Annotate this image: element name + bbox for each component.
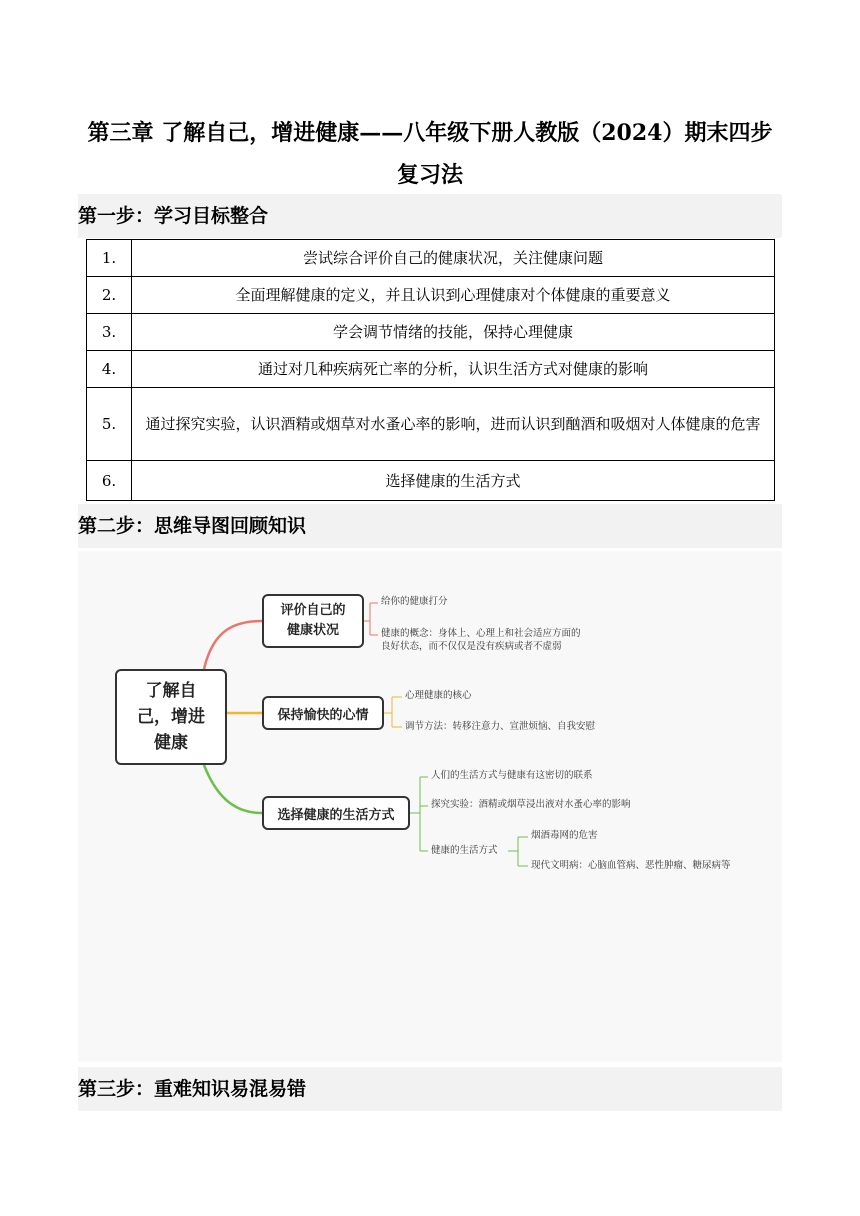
connector-subleaf	[508, 837, 528, 866]
step2-heading: 第二步：思维导图回顾知识	[78, 515, 307, 537]
step1-heading: 第一步：学习目标整合	[78, 205, 269, 227]
connector-branch1	[204, 621, 262, 669]
row-number: 1.	[87, 240, 132, 277]
table-row	[87, 240, 775, 277]
row-number: 6.	[87, 461, 132, 501]
row-text: 全面理解健康的定义，并且认识到心理健康对个体健康的重要意义	[132, 277, 775, 314]
row-text: 选择健康的生活方式	[132, 461, 775, 501]
mind-map-root: 了解自己，增进健康	[115, 669, 227, 765]
mind-map-leaf: 健康的概念：身体上、心理上和社会适应方面的	[381, 628, 581, 639]
mind-map-branch-3: 选择健康的生活方式	[262, 796, 410, 830]
table-row	[87, 314, 775, 351]
page-title: 第三章 了解自己，增进健康——八年级下册人教版（2024）期末四步复习法	[87, 120, 773, 188]
section-heading-step1	[78, 194, 782, 238]
table-row	[87, 277, 775, 314]
row-text: 通过对几种疾病死亡率的分析，认识生活方式对健康的影响	[132, 351, 775, 388]
mind-map-leaf: 探究实验：酒精或烟草浸出液对水蚤心率的影响	[431, 799, 631, 810]
mind-map-subleaf: 烟酒毒网的危害	[531, 830, 598, 841]
connector-leaf	[364, 603, 378, 635]
mind-map-leaf: 心理健康的核心	[405, 690, 472, 701]
mind-map-leaf: 良好状态，而不仅仅是没有疾病或者不虚弱	[381, 641, 562, 652]
table-row	[87, 351, 775, 388]
mind-map-leaf: 给你的健康打分	[381, 596, 448, 607]
row-text: 尝试综合评价自己的健康状况，关注健康问题	[132, 240, 775, 277]
row-number: 2.	[87, 277, 132, 314]
mind-map-subleaf: 现代文明病：心脑血管病、恶性肿瘤、糖尿病等	[531, 860, 731, 871]
row-text: 通过探究实验，认识酒精或烟草对水蚤心率的影响，进而认识到酗酒和吸烟对人体健康的危害	[132, 388, 775, 461]
mind-map-branch-1: 评价自己的健康状况	[262, 594, 364, 648]
table-row	[87, 461, 775, 501]
table-row	[87, 388, 775, 461]
connector-branch3	[204, 765, 262, 813]
mind-map-branch-2: 保持愉快的心情	[262, 696, 384, 730]
section-heading-step2	[78, 504, 782, 548]
row-text: 学会调节情绪的技能，保持心理健康	[132, 314, 775, 351]
row-number: 5.	[87, 388, 132, 461]
row-number: 3.	[87, 314, 132, 351]
mind-map	[78, 551, 782, 1062]
connector-leaf	[410, 777, 428, 851]
connector-leaf	[384, 697, 402, 727]
section-heading-step3	[78, 1067, 782, 1111]
mind-map-leaf: 调节方法：转移注意力、宣泄烦恼、自我安慰	[405, 721, 596, 732]
mind-map-leaf: 健康的生活方式	[431, 845, 498, 856]
goals-table	[86, 239, 775, 501]
step3-heading: 第三步：重难知识易混易错	[78, 1078, 307, 1100]
mind-map-leaf: 人们的生活方式与健康有这密切的联系	[431, 770, 593, 781]
row-number: 4.	[87, 351, 132, 388]
